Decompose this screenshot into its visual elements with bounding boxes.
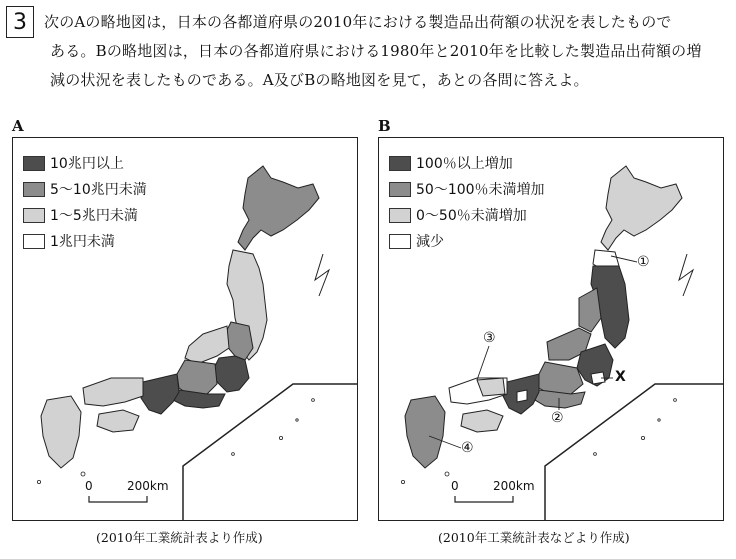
legend-swatch-dark: [23, 156, 45, 171]
map-b-marker-2: ②: [551, 410, 564, 426]
map-b-panel: [378, 137, 724, 521]
map-a-legend-item: [23, 150, 147, 176]
legend-swatch-dark: [389, 156, 411, 171]
legend-label: 0～50％未満増加: [416, 208, 527, 224]
map-b-scale-label: 200km: [493, 479, 535, 493]
map-a-kanto: [213, 356, 249, 392]
legend-swatch-mid: [389, 182, 411, 197]
question-line-3: 減の状況を表したものである。A及びBの略地図を見て，あとの各問に答えよ。: [50, 71, 589, 89]
legend-label: 5～10兆円未満: [50, 182, 147, 198]
map-b-scale-zero: 0: [451, 479, 459, 493]
map-a-chugoku: [83, 378, 143, 406]
map-a-legend-item: [23, 176, 147, 202]
map-b-osaka: [517, 390, 527, 402]
map-b-legend-item: [389, 202, 545, 228]
legend-label: 1兆円未満: [50, 234, 115, 250]
map-b-legend-item: [389, 150, 545, 176]
question-line-2: ある。Bの略地図は，日本の各都道府県における1980年と2010年を比較した製造品出荷額の増: [50, 42, 702, 60]
map-b-marker-1: ①: [637, 254, 650, 270]
map-b-marker-x: X: [615, 369, 626, 385]
map-a-tokai: [173, 390, 225, 408]
map-b-letter: B: [378, 117, 391, 135]
legend-swatch-mid: [23, 182, 45, 197]
map-b-marker-3: ③: [483, 330, 496, 346]
map-b-source: (2010年工業統計表などより作成): [438, 530, 630, 545]
map-a-legend-item: [23, 202, 147, 228]
map-a-legend: [23, 150, 147, 254]
question-line-1: 次のAの略地図は，日本の各都道府県の2010年における製造品出荷額の状況を表したもので: [44, 13, 672, 31]
map-a-kinki: [141, 374, 179, 414]
question-text: [44, 8, 734, 95]
map-b-kyushu: [405, 396, 445, 468]
map-b-tokai: [535, 390, 585, 408]
map-a-north-arrow: [315, 254, 329, 296]
question-number: 3: [6, 6, 34, 38]
map-a-fukushima: [225, 322, 253, 360]
legend-swatch-white: [389, 234, 411, 249]
map-b-scale-bar: [455, 496, 513, 502]
map-a-panel: [12, 137, 358, 521]
legend-label: 減少: [416, 234, 444, 250]
map-b-north-arrow: [679, 254, 693, 296]
legend-label: 10兆円以上: [50, 156, 124, 172]
map-b-marker-4: ④: [461, 440, 474, 456]
map-a-source: (2010年工業統計表より作成): [96, 530, 263, 545]
legend-label: 1～5兆円未満: [50, 208, 138, 224]
map-b-legend-item: [389, 176, 545, 202]
marker-3-leader: [477, 346, 489, 380]
map-b-hokkaido: [601, 166, 682, 250]
legend-label: 100％以上増加: [416, 156, 513, 172]
map-b-tohoku-west: [579, 288, 601, 332]
map-a-letter: A: [12, 117, 24, 135]
map-a-shikoku: [97, 410, 139, 432]
map-a-scale-bar: [89, 496, 147, 502]
legend-swatch-light: [389, 208, 411, 223]
legend-swatch-white: [23, 234, 45, 249]
map-a-scale-label: 200km: [127, 479, 169, 493]
map-b-legend: [389, 150, 545, 254]
map-a-kyushu: [41, 396, 81, 468]
map-a-legend-item: [23, 228, 147, 254]
map-b-legend-item: [389, 228, 545, 254]
legend-label: 50～100％未満増加: [416, 182, 545, 198]
map-a-scale-zero: 0: [85, 479, 93, 493]
map-a-hokkaido: [238, 166, 319, 250]
legend-swatch-light: [23, 208, 45, 223]
map-b-shikoku: [461, 410, 503, 432]
